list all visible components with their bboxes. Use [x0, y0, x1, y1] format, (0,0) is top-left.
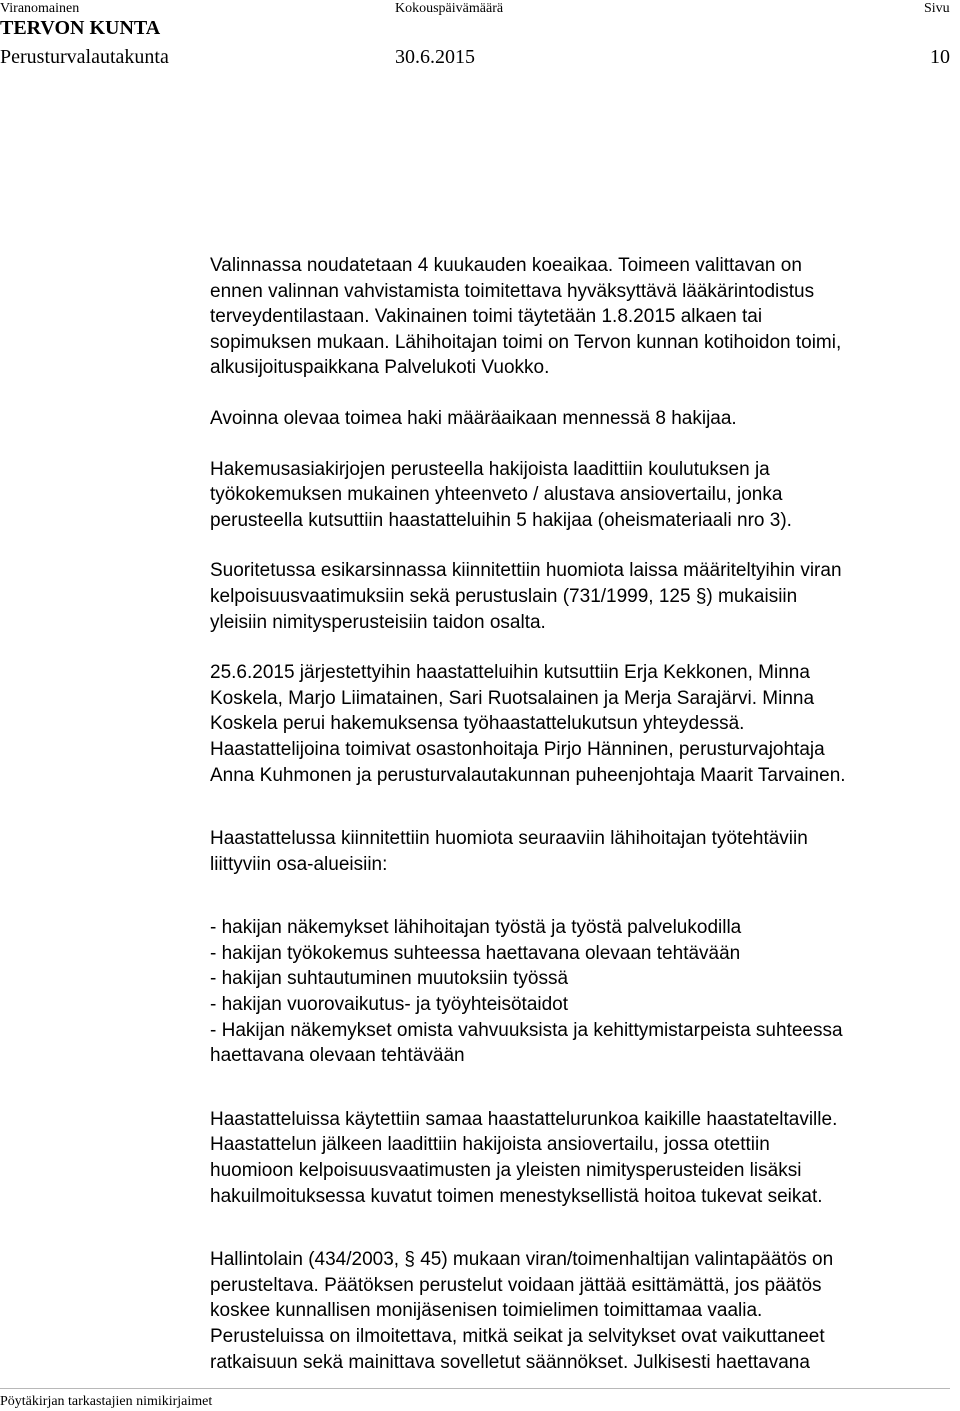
page-number: 10: [930, 46, 950, 68]
text-line: Koskela, Marjo Liimatainen, Sari Ruotsalainen ja Merja Sarajärvi. Minna: [210, 687, 815, 709]
list-item: haettavana olevaan tehtävään: [210, 1045, 465, 1067]
text-line: Haastattelun jälkeen laadittiin hakijoista ansiovertailu, jossa otettiin: [210, 1134, 770, 1156]
text-line: Hakemusasiakirjojen perusteella hakijoista laadittiin koulutuksen ja: [210, 458, 770, 480]
paragraph-interview-focus: [210, 826, 960, 877]
text-line: kelpoisuusvaatimuksiin sekä perustuslain (731/1999, 125 §) mukaisiin: [210, 585, 798, 607]
text-line: 25.6.2015 järjestettyihin haastatteluihin kutsuttiin Erja Kekkonen, Minna: [210, 662, 810, 684]
paragraph-preselection: [210, 558, 960, 635]
text-line: ennen valinnan vahvistamista toimitettava hyväksyttävä lääkärintodistus: [210, 280, 815, 302]
list-item: - hakijan suhtautuminen muutoksiin työssä: [210, 968, 569, 990]
paragraph-applicant-count: [210, 406, 960, 432]
text-line: perusteltava. Päätöksen perustelut voidaan jättää esittämättä, jos päätös: [210, 1274, 822, 1296]
text-line: Haastatteluissa käytettiin samaa haastattelurunkoa kaikille haastateltaville.: [210, 1108, 838, 1130]
text-line: alkusijoituspaikkana Palvelukoti Vuokko.: [210, 357, 550, 379]
list-item: - hakijan näkemykset lähihoitajan työstä ja työstä palvelukodilla: [210, 917, 742, 939]
organization-name: TERVON KUNTA: [0, 17, 161, 39]
paragraph-probation: [210, 253, 960, 381]
meeting-date: 30.6.2015: [395, 46, 475, 68]
text-line: Haastattelijoina toimivat osastonhoitaja Pirjo Hänninen, perusturvajohtaja: [210, 738, 825, 760]
text-line: sopimuksen mukaan. Lähihoitajan toimi on Tervon kunnan kotihoidon toimi,: [210, 331, 842, 353]
text-line: liittyviin osa-alueisiin:: [210, 853, 388, 875]
text-line: Haastattelussa kiinnitettiin huomiota seuraaviin lähihoitajan työtehtäviin: [210, 828, 808, 850]
text-line: Perusteluissa on ilmoitettava, mitkä seikat ja selvitykset ovat vaikuttaneet: [210, 1326, 825, 1347]
text-line: Valinnassa noudatetaan 4 kuukauden koeaikaa. Toimeen valittavan on: [210, 255, 802, 276]
text-line: Anna Kuhmonen ja perusturvalautakunnan puheenjohtaja Maarit Tarvainen.: [210, 764, 846, 786]
text-line: hakuilmoituksessa kuvatut toimen menestyksellistä hoitoa tukevat seikat.: [210, 1185, 823, 1207]
text-line: Hallintolain (434/2003, § 45) mukaan viran/toimenhaltijan valintapäätös on: [210, 1249, 834, 1271]
text-line: perusteella kutsuttiin haastatteluihin 5 hakijaa (oheismateriaali nro 3).: [210, 509, 792, 531]
text-line: työkokemuksen mukainen yhteenveto / alustava ansiovertailu, jonka: [210, 484, 783, 506]
minutes-body: [210, 253, 960, 1375]
text-line: huomioon kelpoisuusvaatimusten ja yleisten nimitysperusteiden lisäksi: [210, 1160, 802, 1182]
list-item: - hakijan työkokemus suhteessa haettavana olevaan tehtävään: [210, 942, 741, 964]
list-item: - Hakijan näkemykset omista vahvuuksista ja kehittymistarpeista suhteessa: [210, 1019, 843, 1041]
text-line: koskee kunnallisen monijäsenisen toimielimen toimittamaa vaalia.: [210, 1300, 763, 1322]
authority-label: Viranomainen: [0, 1, 80, 16]
list-item: - hakijan vuorovaikutus- ja työyhteisötaidot: [210, 994, 569, 1016]
text-line: Suoritetussa esikarsinnassa kiinnitettiin huomiota laissa määriteltyihin viran: [210, 560, 842, 582]
footer-divider: [0, 1388, 950, 1389]
meeting-date-label: Kokouspäivämäärä: [395, 1, 504, 16]
committee-name: Perusturvalautakunta: [0, 46, 169, 68]
footer-initials-label: Pöytäkirjan tarkastajien nimikirjaimet: [0, 1394, 213, 1409]
interview-topics-list: [210, 915, 960, 1069]
paragraph-administrative-law: [210, 1247, 960, 1375]
paragraph-interviews: [210, 660, 960, 788]
text-line: ratkaisuun sekä mainittava sovelletut säännökset. Julkisesti haettavana: [210, 1351, 810, 1373]
paragraph-comparison: [210, 1107, 960, 1209]
text-line: yleisiin nimitysperusteisiin taidon osalta.: [210, 611, 546, 633]
page-label: Sivu: [924, 1, 950, 16]
paragraph-screening: [210, 457, 960, 534]
text-line: terveydentilastaan. Vakinainen toimi täytetään 1.8.2015 alkaen tai: [210, 306, 763, 328]
text-line: Avoinna olevaa toimea haki määräaikaan mennessä 8 hakijaa.: [210, 407, 737, 429]
text-line: Koskela perui hakemuksensa työhaastattelukutsun yhteydessä.: [210, 713, 745, 735]
